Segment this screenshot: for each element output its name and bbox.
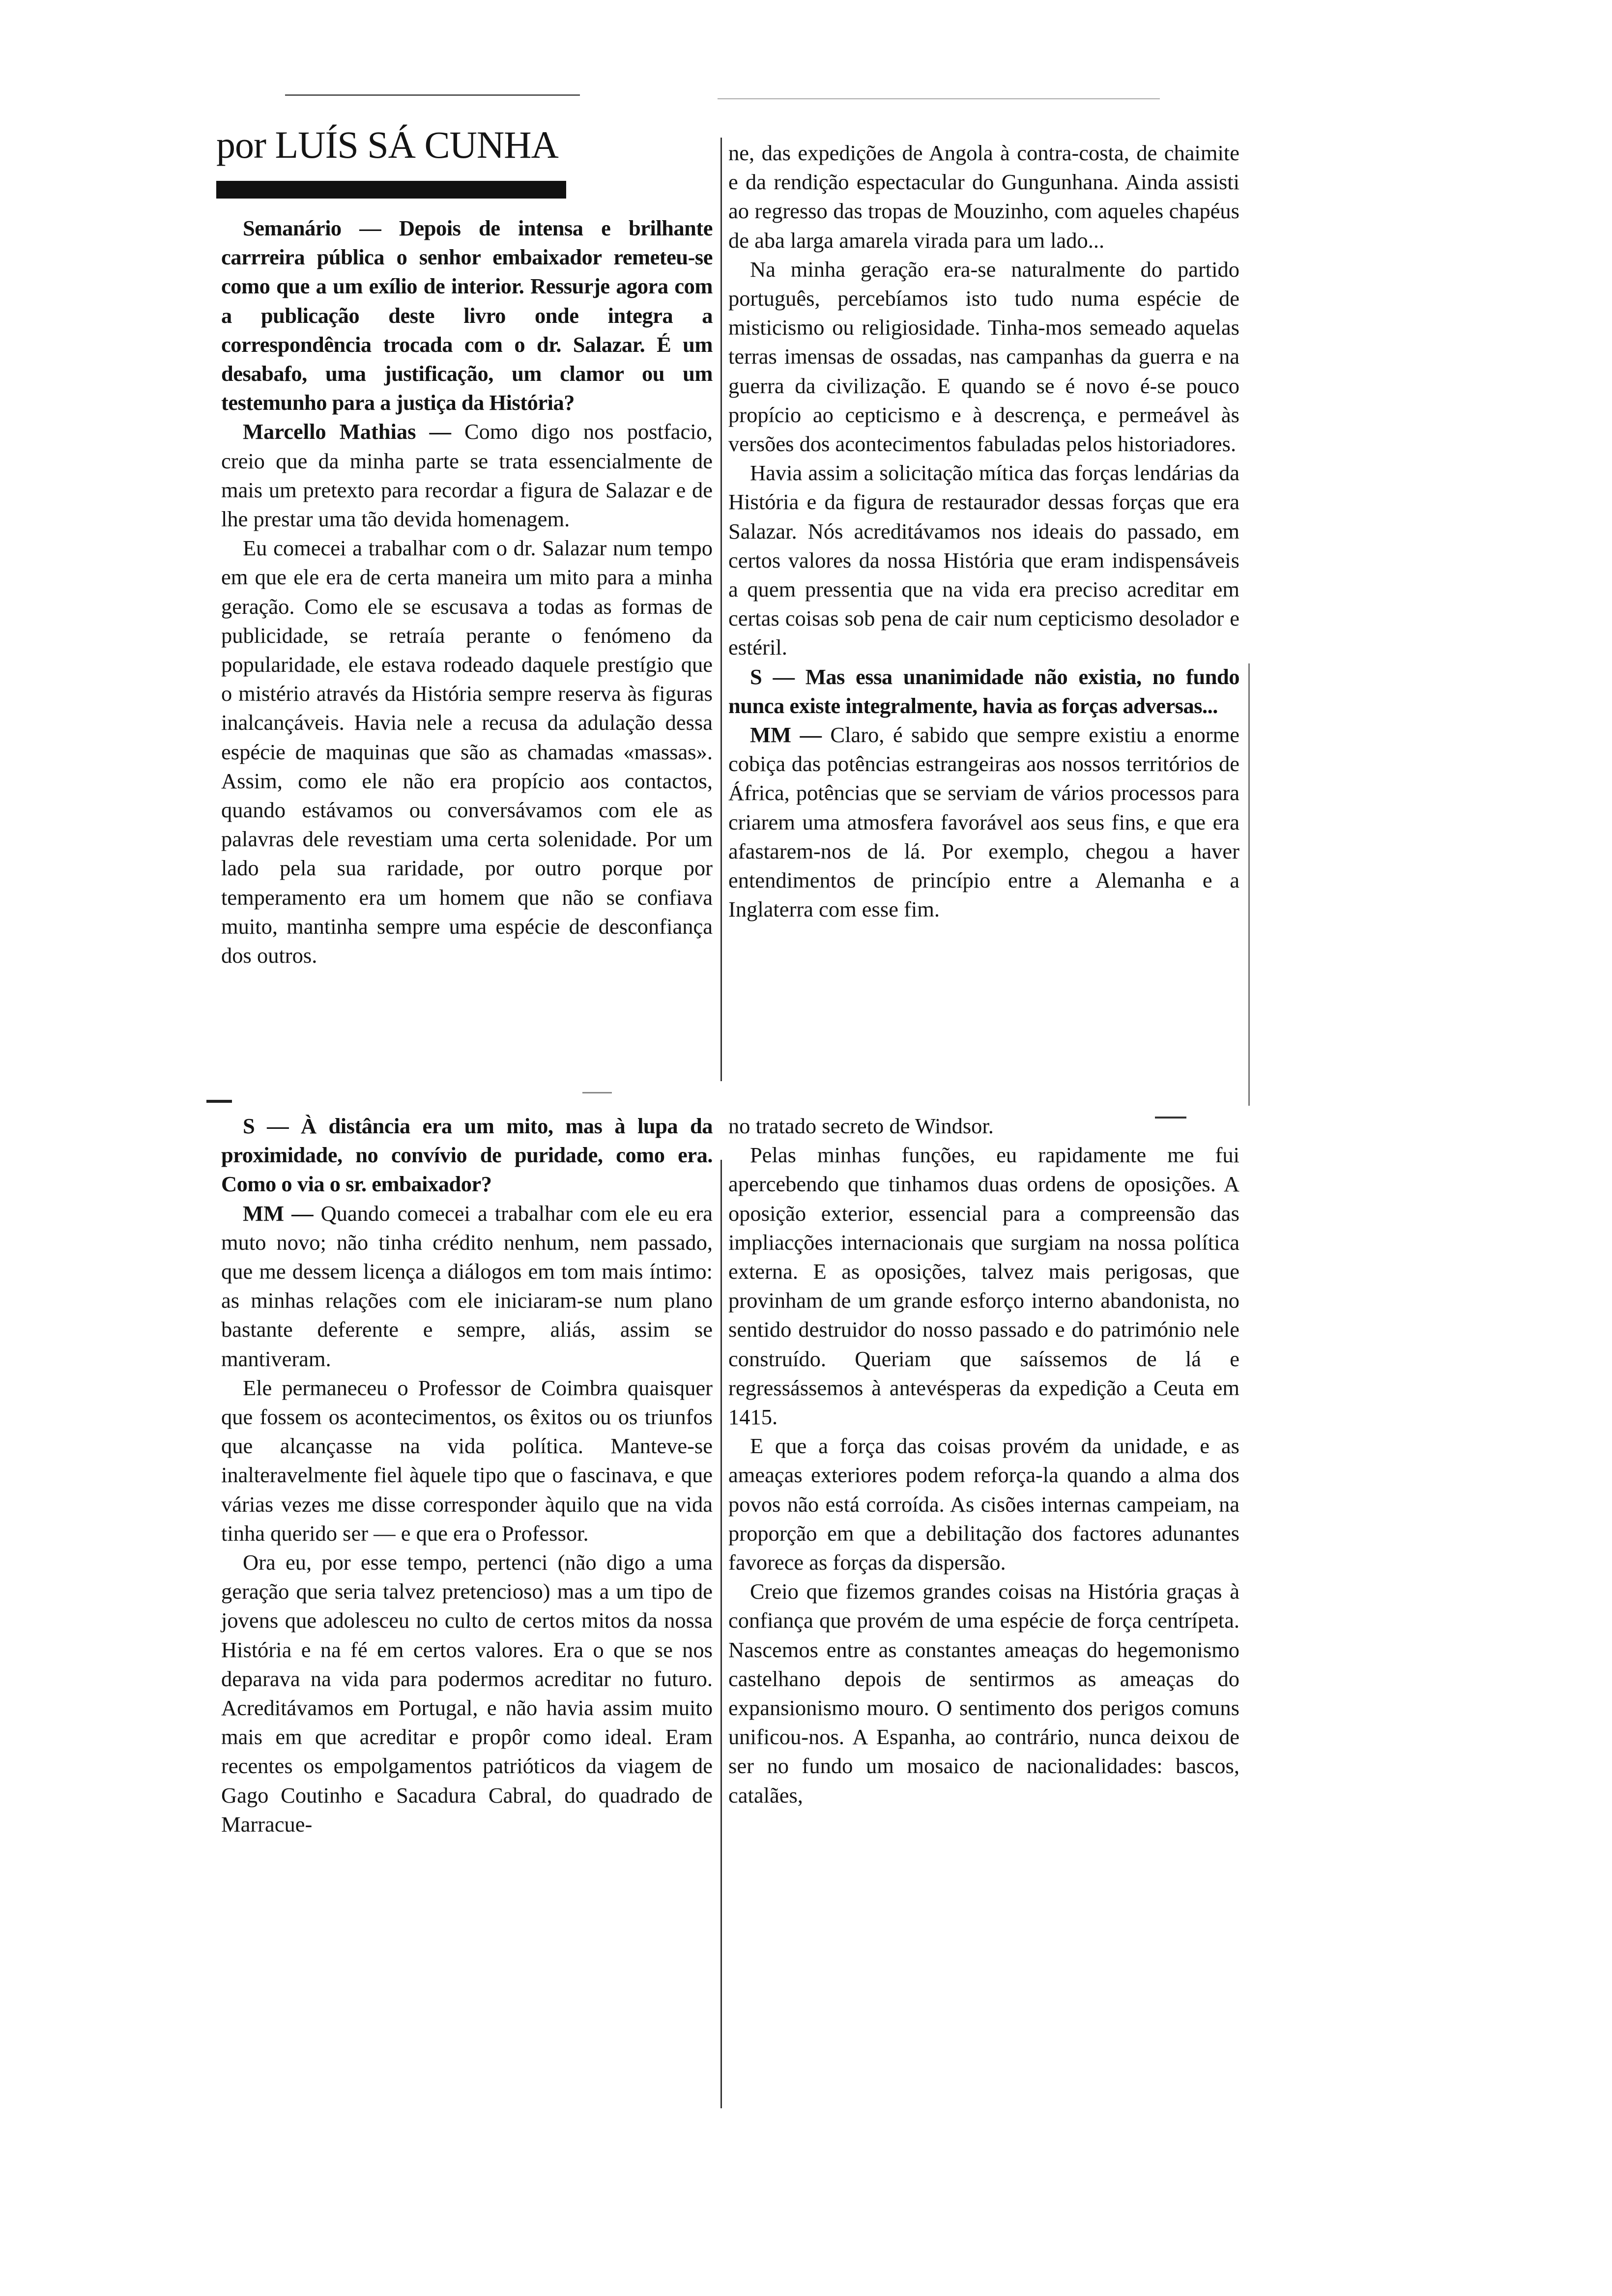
article-column-left-bottom [221,1112,713,1839]
scan-mark [285,94,580,96]
body-paragraph: Na minha geração era-se naturalmente do partido português, percebíamos isto tudo numa espécie de misticismo ou religiosidade. Tinha-mos semeado aquelas terras imensas de ossadas, nas campanhas da guerra e na guerra da civilização. E quando se é novo é-se pouco propício ao cepticismo e à descrença, e permeável às versões dos acontecimentos fabuladas pelos historiadores. [728,257,1239,457]
body-paragraph: Ora eu, por esse tempo, pertenci (não digo a uma geração que seria talvez pretencioso) mas a um tipo de jovens que adolesceu no culto de certos mitos da nossa História e na fé em certos valores. Era o que se nos deparava na vida para podermos acreditar no futuro. Acreditávamos em Portugal, e não havia assim muito mais em que acreditar e propôr como ideal. Eram recentes os empolgamentos patrióticos da viagem de Gago Coutinho e Sacadura Cabral, do quadrado de Marracue- [221,1550,713,1837]
body-paragraph: Creio que fizemos grandes coisas na História graças à confiança que provém de uma espécie de força centrípeta. Nascemos entre as constantes ameaças do hegemonismo castelhano depois de sentirmos as ameaças do expansionismo mouro. O sentimento dos perigos comuns unificou-nos. A Espanha, ao contrário, nunca deixou de ser no fundo um mosaico de nacionalidades: bascos, catalães, [728,1579,1239,1808]
continued-paragraph: no tratado secreto de Windsor. [728,1114,994,1138]
body-paragraph: Ele permaneceu o Professor de Coimbra quaisquer que fossem os acontecimentos, os êxitos ou os triunfos que alcançasse na vida política. Manteve-se inalteravelmente fiel àquele tipo que o fascinava, e que várias vezes me disse corresponder àquilo que na vida tinha querido ser — e que era o Professor. [221,1375,713,1546]
speaker-label: Marcello Mathias — [243,419,451,444]
interview-answer [728,720,1239,924]
article-column-right-top [728,139,1239,924]
body-paragraph: Pelas minhas funções, eu rapidamente me fui apercebendo que tinhamos duas ordens de oposições. A oposição exterior, essencial para a compreensão das impliacções internacionais que surgiam na nossa política externa. E as oposições, talvez mais perigosas, que provinham de um grande esforço interno abandonista, no sentido destruidor do nosso passado e do património nele construído. Queriam que saíssemos de lá e regressássemos à antevésperas da expedição a Ceuta em 1415. [728,1143,1239,1430]
interview-answer [221,417,713,534]
scan-mark [206,1100,232,1103]
answer-text: Claro, é sabido que sempre existiu a enorme cobiça das potências estrangeiras aos nossos territórios de África, potências que se serviam de vários processos para criarem uma atmosfera favorável aos seus fins, e que era afastarem-nos de lá. Por exemplo, chegou a haver entendimentos de princípio entre a Alemanha e a Inglaterra com esse fim. [728,722,1239,922]
column-divider [720,138,722,1081]
byline: por LUÍS SÁ CUNHA [216,123,558,166]
byline-rule [216,181,566,199]
article-column-right-bottom [728,1112,1239,1810]
answer-text: Quando comecei a trabalhar com ele eu era muto novo; não tinha crédito nenhum, nem passado, que me dessem licença a diálogos em tom mais íntimo: as minhas relações com ele iniciaram-se num plano bastante deferente e sempre, aliás, assim se mantiveram. [221,1201,713,1371]
scan-mark [718,98,1160,99]
answer-text: Como digo nos postfacio, creio que da minha parte se trata essencialmente de mais um pretexto para recordar a figura de Salazar e de lhe prestar uma tão devida homenagem. [221,419,713,532]
interview-question: S — Mas essa unanimidade não existia, no fundo nunca existe integralmente, havia as forças adversas... [728,664,1239,718]
continued-paragraph: ne, das expedições de Angola à contra-costa, de chaimite e da rendição espectacular do Gungunhana. Ainda assisti ao regresso das tropas de Mouzinho, com aqueles chapéus de aba larga amarela virada para um lado... [728,141,1239,253]
scan-mark [582,1092,612,1093]
article-column-left-top [221,214,713,970]
speaker-label: MM — [243,1201,314,1226]
body-paragraph: Havia assim a solicitação mítica das forças lendárias da História e da figura de restaurador dessas forças que era Salazar. Nós acreditávamos nos ideais do passado, em certos valores da nossa História que eram indispensáveis a quem pressentia que na vida era preciso acreditar em certas coisas sob pena de cair num cepticismo desolador e estéril. [728,460,1239,660]
interview-answer [221,1199,713,1374]
interview-question: S — À distância era um mito, mas à lupa da proximidade, no convívio de puridade, como era. Como o via o sr. embaixador? [221,1114,713,1197]
column-divider [720,1160,722,2108]
speaker-label: MM — [750,722,822,747]
body-paragraph: Eu comecei a trabalhar com o dr. Salazar num tempo em que ele era de certa maneira um mito para a minha geração. Como ele se escusava a todas as formas de publicidade, se retraía perante o fenómeno da popularidade, ele estava rodeado daquele prestígio que o mistério através da História sempre reserva às figuras inalcançáveis. Havia nele a recusa da adulação dessa espécie de maquinas que são as chamadas «massas». Assim, como ele não era propício aos contactos, quando estávamos ou conversávamos com ele as palavras dele revestiam uma certa solenidade. Por um lado pela sua raridade, por outro porque por temperamento era um homem que não se confiava muito, mantinha sempre uma espécie de desconfiança dos outros. [221,536,713,968]
column-divider [1248,663,1250,1106]
body-paragraph: E que a força das coisas provém da unidade, e as ameaças exteriores podem reforça-la quando a alma dos povos não está corroída. As cisões internas campeiam, na proporção em que a debilitação dos factores adunantes favorece as forças da dispersão. [728,1434,1239,1575]
interview-question: Semanário — Depois de intensa e brilhante carrreira pública o senhor embaixador remeteu-se como que a um exílio de interior. Ressurje agora com a publicação deste livro onde integra a correspondência trocada com o dr. Salazar. É um desabafo, uma justificação, um clamor ou um testemunho para a justiça da História? [221,216,713,415]
